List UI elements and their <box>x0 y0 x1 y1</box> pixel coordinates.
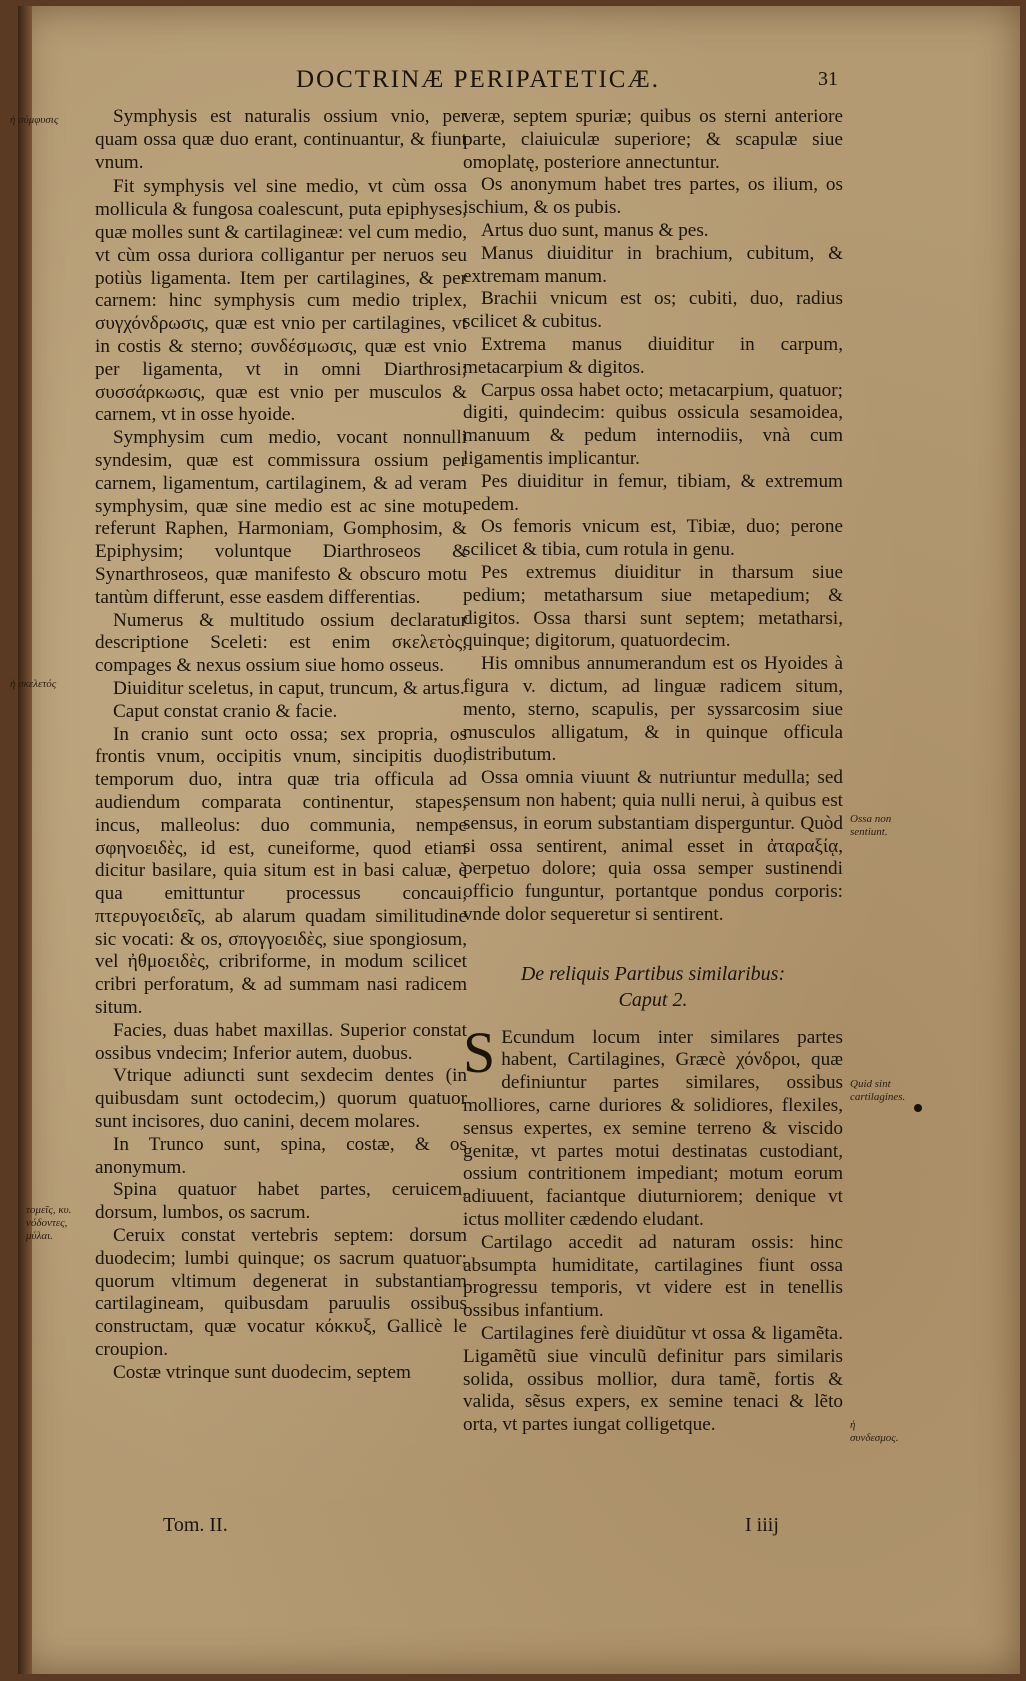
paragraph: Ossa omnia viuunt & nutriuntur medulla; sed sensum non habent; quia nulli nerui, à quibus est sensus, in eorum substantiam disperguntur. Quòd si ossa sentirent, animal esset in ἀταραξίᾳ, perpetuo dolore; quia ossa semper sustinendi officio funguntur, portantque pondus corporis: vnde dolor sequeretur si sentirent. <box>463 767 843 925</box>
drop-cap: S <box>463 1019 496 1085</box>
section-heading <box>463 961 843 1013</box>
paragraph: In Trunco sunt, spina, costæ, & os anonymum. <box>95 1133 467 1178</box>
margin-note-teeth: τομεῖς, κυ. νόδοντες, μύλαι. <box>26 1204 72 1242</box>
paragraph: His omnibus annumerandum est os Hyoides à figura v. dictum, ad linguæ radicem situm, mento, sterno, scapulis, per syssarcosim siue musculos alligatum, & in quinque officula distributum. <box>463 653 843 766</box>
signature-mark: I iiij <box>745 1514 779 1536</box>
paragraph: Os femoris vnicum est, Tibiæ, duo; perone scilicet & tibia, cum rotula in genu. <box>463 516 843 561</box>
paragraph: Vtrique adiuncti sunt sexdecim dentes (in quibusdam sunt octodecim,) quorum quatuor sunt incisores, duo canini, decem molares. <box>95 1065 467 1133</box>
paragraph: Cartilagines ferè diuidũtur vt ossa & ligamẽta. Ligamẽtũ siue vinculũ definitur pars similaris solida, ossibus mollior, dura tamẽ, fortis & valida, sẽsus expers, ex semine tenaci & lẽto orta, vt partes iungat colligetque. <box>463 1323 843 1436</box>
paragraph: Carpus ossa habet octo; metacarpium, quatuor; digiti, quindecim: quibus ossicula sesamoidea, manuum & pedum internodiis, vnà cum ligamentis implicantur. <box>463 379 843 469</box>
paragraph: Symphysim cum medio, vocant nonnulli syndesim, quæ est commissura ossium per carnem, ligamentum, cartilaginem, & ad veram symphysim, quæ sine medio est ac sine motu, referunt Raphen, Harmoniam, Gomphosim, & Epiphysim; voluntque Diarthroseos & Synarthroseos, quæ manifesto & obscuro motu tantùm differunt, esse easdem differentias. <box>95 427 467 608</box>
first-paragraph-text: Ecundum locum inter similares partes habent, Cartilagines, Græcè χόνδροι, quæ definiuntur partes similares, ossibus molliores, carne duriores & solidiores, flexiles, sensus expertes, ex semine terreno & viscido genitæ, vt partes motui destinatas custodiant, ossium contritionem impediant; motum eorum adiuuent, faciantque diuturniorem; denique vt ictus molliter cædendo eludant. <box>463 1026 843 1231</box>
paragraph: Spina quatuor habet partes, ceruicem, dorsum, lumbos, os sacrum. <box>95 1179 467 1224</box>
margin-note-cartilagines: Quid sint cartilagines. <box>850 1078 906 1103</box>
paragraph: Facies, duas habet maxillas. Superior constat ossibus vndecim; Inferior autem, duobus. <box>95 1019 467 1064</box>
paragraph: veræ, septem spuriæ; quibus os sterni anteriore parte, claiuiculæ superiore; & scapulæ siue omoplatę, posteriore annectuntur. <box>463 106 843 173</box>
paragraph: Artus duo sunt, manus & pes. <box>481 219 709 241</box>
margin-note-ossa-non-sentiunt: Ossa non sentiunt. <box>850 813 892 838</box>
paragraph: Ceruix constat vertebris septem: dorsum duodecim; lumbi quinque; os sacrum quatuor; quorum vltimum degenerat in substantiam cartilagineam, quibusdam paruulis ossibus constructam, quæ vocatur κόκκυξ, Gallicè le croupion. <box>95 1225 467 1361</box>
ink-speck <box>914 1104 922 1112</box>
section-subtitle: Caput 2. <box>618 988 688 1011</box>
paragraph: Caput constat cranio & facie. <box>113 700 338 722</box>
paragraph: Pes extremus diuiditur in tharsum siue pedium; metatharsum siue metapedium; & digitos. Ossa tharsi sunt septem; metatharsi, quinque; digitorum, quatuordecim. <box>463 561 843 652</box>
paragraph: Brachii vnicum est os; cubiti, duo, radius scilicet & cubitus. <box>463 288 843 333</box>
paragraph: Extrema manus diuiditur in carpum, metacarpium & digitos. <box>463 333 843 378</box>
margin-note-syndesmos: ἡ συνδεσμος. <box>850 1419 899 1444</box>
book-page <box>10 6 1020 1674</box>
paragraph: Pes diuiditur in femur, tibiam, & extremum pedem. <box>463 470 843 515</box>
paragraph: Costæ vtrinque sunt duodecim, septem <box>113 1361 411 1383</box>
section-title: De reliquis Partibus similaribus: <box>520 962 786 985</box>
paragraph: Cartilago accedit ad naturam ossis: hinc absumpta humiditate, cartilagines fiunt ossa progressu temporis, vt videre est in tenellis ossibus infantium. <box>463 1231 843 1322</box>
volume-label: Tom. II. <box>163 1514 228 1536</box>
running-title: DOCTRINÆ PERIPATETICÆ. <box>296 66 660 93</box>
page-number: 31 <box>818 68 838 90</box>
paragraph: Diuiditur sceletus, in caput, truncum, & artus. <box>113 677 465 699</box>
paragraph: In cranio sunt octo ossa; sex propria, os frontis vnum, occipitis vnum, sincipitis duo, temporum duo, intra quæ tria officula ad audiendum comparata continentur, stapes, incus, malleolus: duo communia, nempe σφηνοειδὲς, id est, cuneiforme, quod etiam dicitur basilare, quia situm est in basi caluæ, è qua emittuntur processus concaui, πτερυγοειδεῖς, ab alarum quadam similitudine sic vocati: & os, σπογγοειδὲς, siue spongiosum, vel ἠθμοειδὲς, cribriforme, in modum scilicet cribri perforatum, & ad summam nasi radicem situm. <box>95 723 467 1019</box>
right-column <box>463 106 843 1437</box>
margin-note-symphysis: ἡ σύμφυσις <box>10 114 59 126</box>
left-column <box>95 106 467 1385</box>
first-paragraph <box>463 1019 843 1232</box>
paragraph: Manus diuiditur in brachium, cubitum, & extremam manum. <box>463 242 843 287</box>
paragraph: Os anonymum habet tres partes, os ilium, os ischium, & os pubis. <box>463 174 843 219</box>
paragraph: Fit symphysis vel sine medio, vt cùm ossa mollicula & fungosa coalescunt, puta epiphyses, quæ molles sunt & cartilagineæ: vel cum medio, vt cùm ossa duriora colligantur per neruos seu potiùs ligamenta. Item per cartilagines, & per carnem: hinc symphysis cum medio triplex, συγχόνδρωσις, quæ est vnio per cartilagines, vt in costis & sterno; συνδέσμωσις, quæ est vnio per ligamenta, vt in omni Diarthrosi; συσσάρκωσις, quæ est vnio per musculos & carnem, vt in osse hyoide. <box>95 176 467 426</box>
paragraph: Numerus & multitudo ossium declaratur descriptione Sceleti: est enim σκελετὸς, compages & nexus ossium siue homo osseus. <box>95 609 467 677</box>
paragraph: Symphysis est naturalis ossium vnio, per quam ossa quæ duo erant, continuantur, & fiunt vnum. <box>95 106 467 173</box>
margin-note-skeletos: ἡ σκελετός <box>10 678 57 690</box>
binding-edge <box>18 6 32 1674</box>
